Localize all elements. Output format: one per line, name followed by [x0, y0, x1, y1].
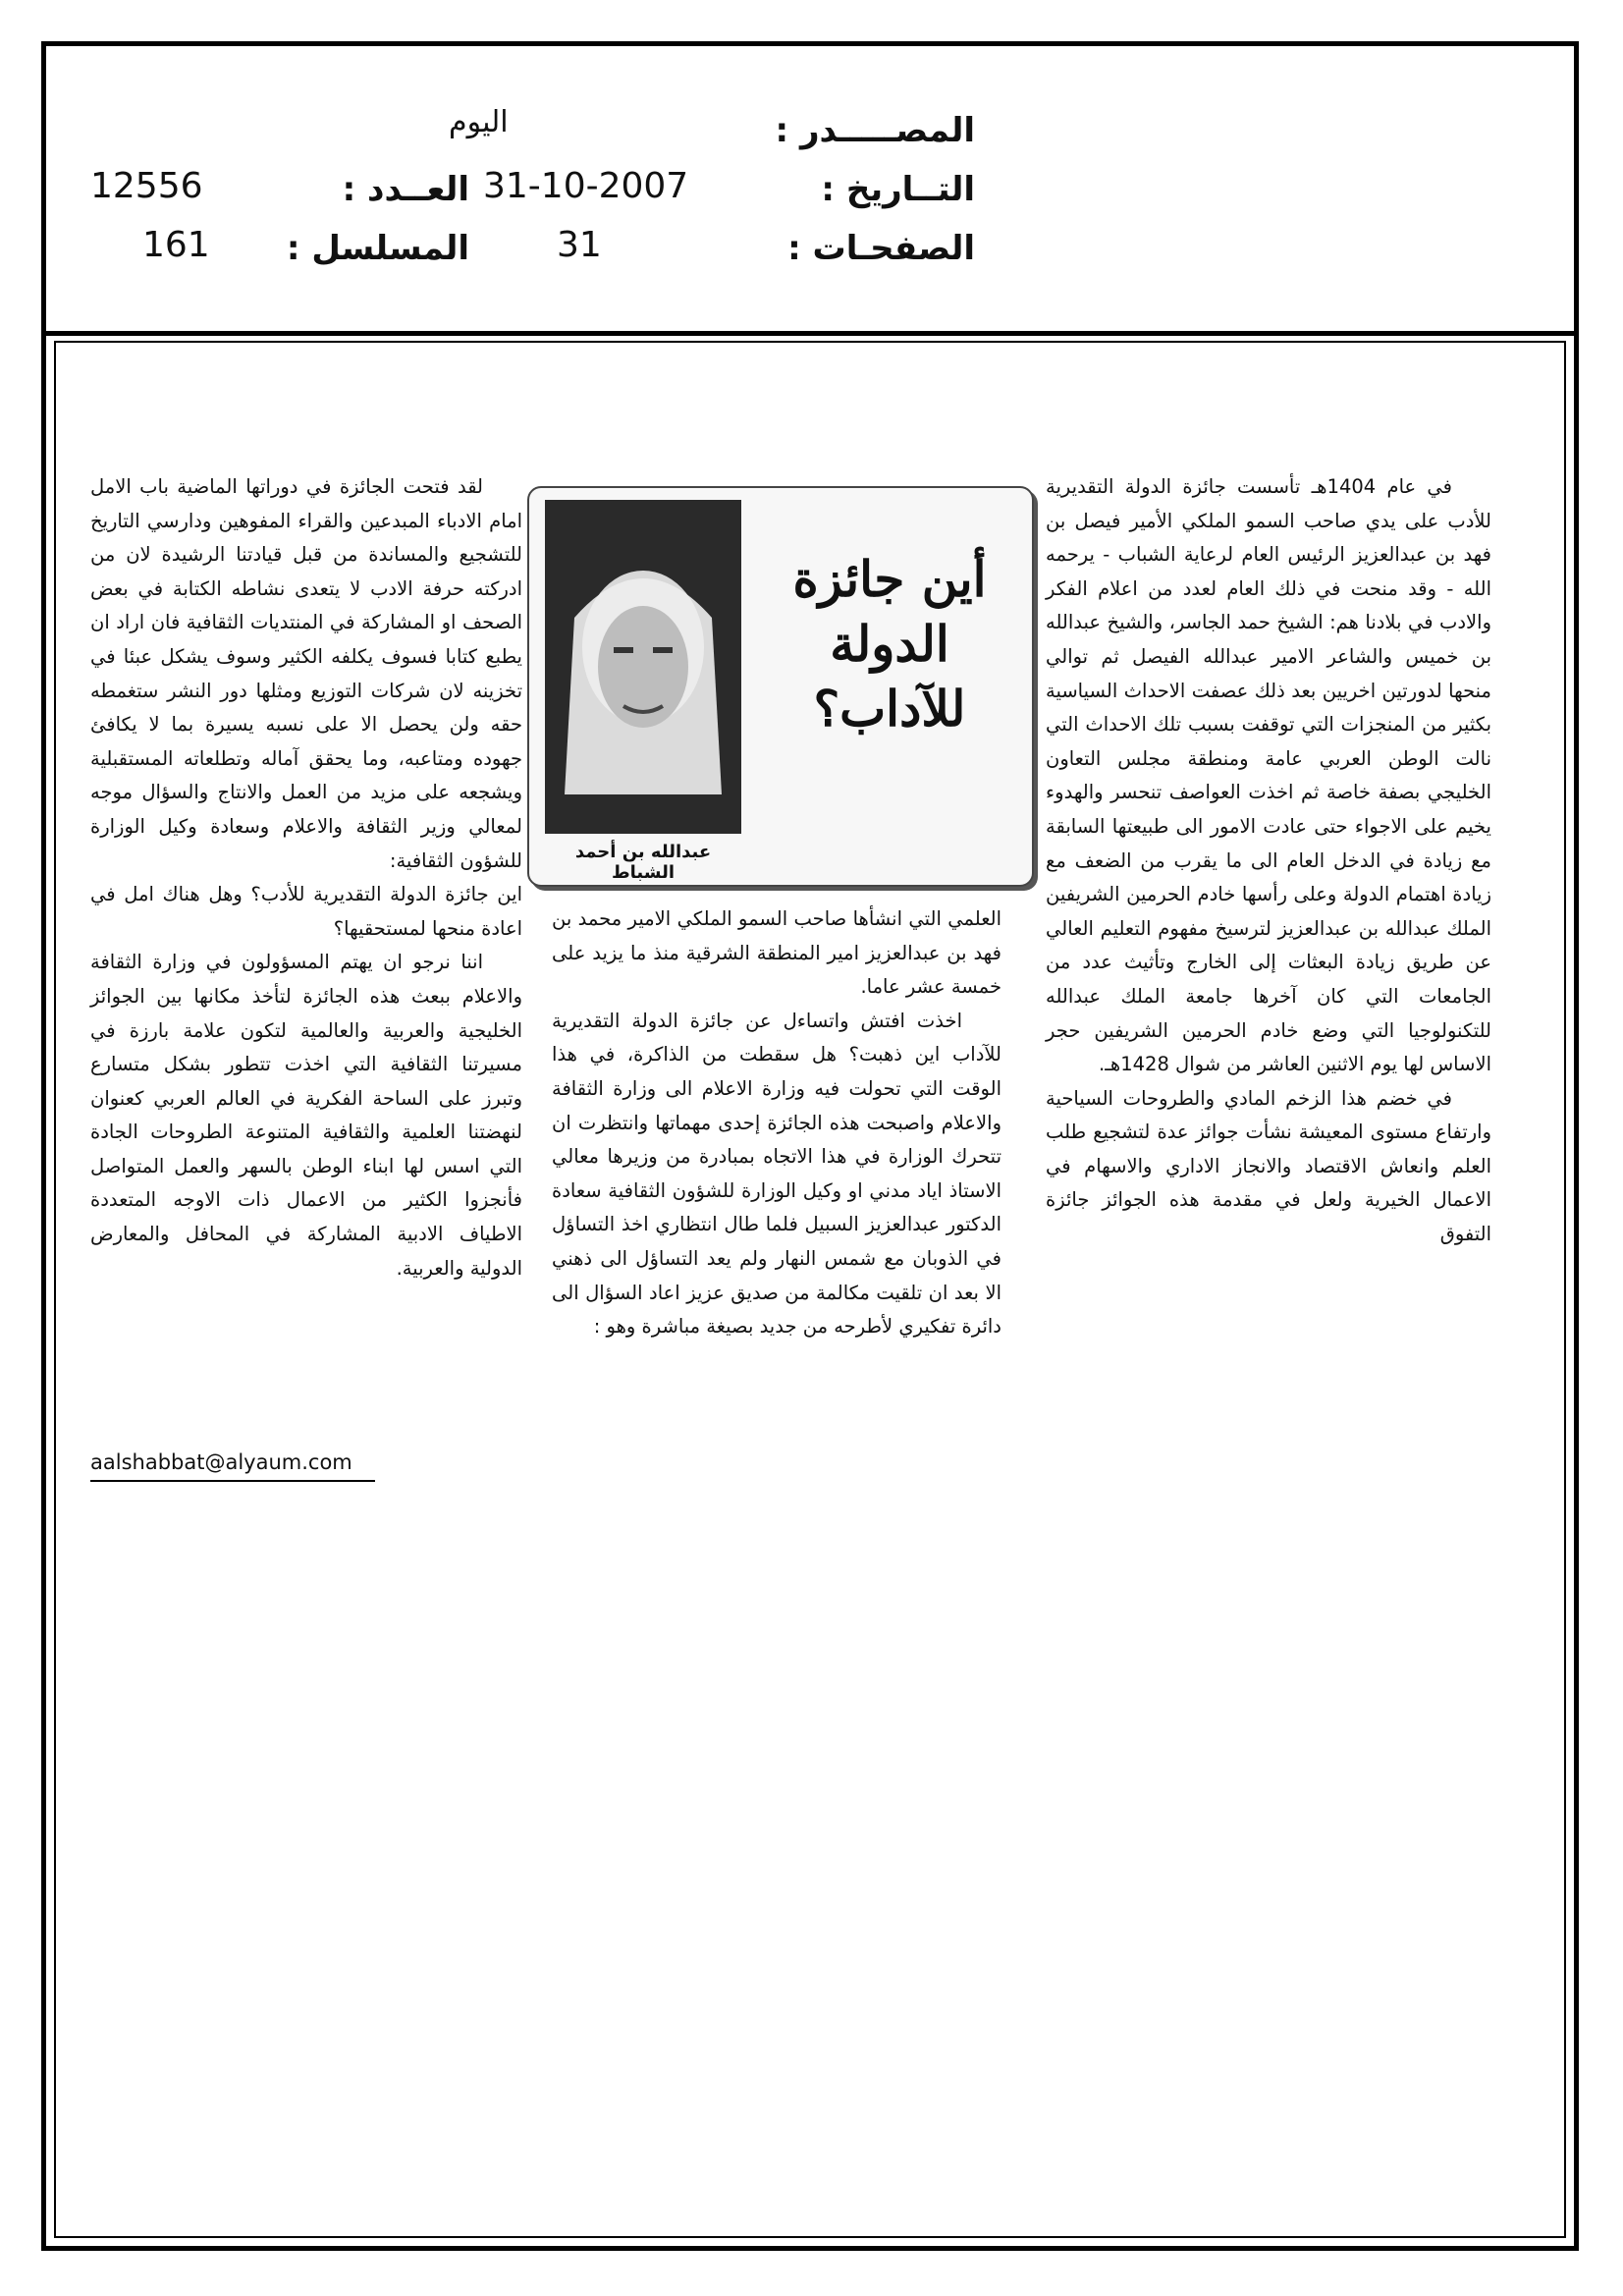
author-portrait: [545, 500, 741, 834]
source-value: اليوم: [449, 105, 509, 139]
page-frame: [41, 41, 1579, 2251]
headline-photo-box: [527, 486, 1034, 887]
source-label: المصـــــدر :: [775, 111, 975, 150]
pages-label: الصفحـات :: [787, 229, 975, 268]
article-column-middle: [552, 902, 1001, 1344]
date-label: التــاريخ :: [821, 170, 975, 209]
paragraph: العلمي التي انشأها صاحب السمو الملكي الامير محمد بن فهد بن عبدالعزيز امير المنطقة الشرقية منذ ما يزيد على خمسة عشر عاما.: [552, 907, 1001, 999]
serial-value: 161: [142, 225, 210, 265]
issue-value: 12556: [90, 166, 203, 206]
serial-label: المسلسل :: [286, 229, 469, 268]
paragraph: في خضم هذا الزخم المادي والطروحات السياحية وارتفاع مستوى المعيشة نشأت جوائز عدة لتشجيع طلب العلم وانعاش الاقتصاد والانجاز الاداري والاسهام في الاعمال الخيرية ولعل في مقدمة هذه الجوائز جائزة التفوق: [1046, 1086, 1491, 1246]
issue-label: العــدد :: [342, 170, 469, 209]
article-area: [54, 341, 1566, 2238]
portrait-image: [545, 500, 741, 834]
clipping-header: [46, 46, 1574, 336]
author-email: aalshabbat@alyaum.com: [90, 1450, 352, 1474]
article-column-right: [1046, 470, 1491, 1252]
paragraph: اين جائزة الدولة التقديرية للأدب؟ وهل هناك امل في اعادة منحها لمستحقيها؟: [90, 883, 522, 940]
paragraph: اننا نرجو ان يهتم المسؤولون في وزارة الثقافة والاعلام ببعث هذه الجائزة لتأخذ مكانها بين الجوائز الخليجية والعربية والعالمية لتكون علامة بارزة في مسيرتنا الثقافية التي اخذت تتطور بشكل متسارع وتبرز على الساحة الفكرية في العالم العربي كعنوان لنهضتنا العلمية والثقافية المتنوعة الطروحات الجادة التي اسس لها ابناء الوطن بالسهر والعمل المتواصل فأنجزوا الكثير من الاعمال ذات الاوجه المتعددة الاطياف الادبية المشاركة في المحافل والمعارض الدولية والعربية.: [90, 951, 522, 1280]
pages-value: 31: [557, 225, 602, 265]
date-value: 31-10-2007: [483, 166, 689, 206]
paragraph: اخذت افتش واتساءل عن جائزة الدولة التقديرية للآداب اين ذهبت؟ هل سقطت من الذاكرة، في هذا الوقت التي تحولت فيه وزارة الاعلام الى وزارة الثقافة والاعلام واصبحت هذه الجائزة إحدى مهماتها وانتظرت ان تتحرك الوزارة في هذا الاتجاه بمبادرة من وزيرها معالي الاستاذ اياد مدني او وكيل الوزارة للشؤون الثقافية سعادة الدكتور عبدالعزيز السبيل فلما طال انتظاري اخذ التساؤل في الذوبان مع شمس النهار ولم يعد التساؤل الى ذهني الا بعد ان تلقيت مكالمة من صديق عزيز اعاد السؤال الى دائرة تفكيري لأطرحه من جديد بصيغة مباشرة وهو :: [552, 1009, 1001, 1339]
paragraph: في عام 1404هـ تأسست جائزة الدولة التقديرية للأدب على يدي صاحب السمو الملكي الأمير فيصل بن فهد بن عبدالعزيز الرئيس العام لرعاية الشباب - يرحمه الله - وقد منحت في ذلك العام لعدد من اعلام الفكر والادب في بلادنا هم: الشيخ حمد الجاسر، والشيخ عبدالله بن خميس والشاعر الامير عبدالله الفيصل ثم توالي منحها لدورتين اخريين بعد ذلك عصفت الاحداث السياسية بكثير من المنجزات التي توقفت بسبب تلك الاحداث التي نالت الوطن العربي عامة ومنطقة مجلس التعاون الخليجي بصفة خاصة ثم اخذت العواصف تنحسر والهدوء يخيم على الاجواء حتى عادت الامور الى طبيعتها السابقة مع زيادة في الدخل العام الى ما يقرب من الضعف مع زيادة اهتمام الدولة وعلى رأسها خادم الحرمين الشريفين الملك عبدالله بن عبدالعزيز لترسيخ مفهوم التعليم العالي عن طريق زيادة البعثات إلى الخارج وتأثيث عدد من الجامعات التي كان آخرها جامعة الملك عبدالله للتكنولوجيا التي وضع خادم الحرمين الشريفين حجر الاساس لها يوم الاثنين العاشر من شوال 1428هـ.: [1046, 475, 1491, 1076]
article-headline: أين جائزة الدولة للآداب؟: [792, 550, 987, 738]
email-underline: [90, 1480, 375, 1482]
article-column-left: [90, 470, 522, 1285]
paragraph: لقد فتحت الجائزة في دوراتها الماضية باب الامل امام الادباء المبدعين والقراء المفوهين ودارسي التاريخ للتشجيع والمساندة من قبل قيادتنا الرشيدة لان من ادركته حرفة الادب لا يتعدى نشاطه الكتابة في بعض الصحف او المشاركة في المنتديات الثقافية فان اراد ان يطبع كتابا فسوف يكلفه الكثير وسوف يشكل عبئا في تخزينه لان شركات التوزيع ومثلها دور النشر ستغمطه حقه ولن يحصل الا على نسبه يسيرة بما لا يكافئ جهوده ومتاعبه، وما يحقق آماله وتطلعاته المستقبلية ويشجعه على مزيد من العمل والانتاج والسؤال موجه لمعالي وزير الثقافة والاعلام وسعادة وكيل الوزارة للشؤون الثقافية:: [90, 475, 522, 872]
author-caption: عبدالله بن أحمد الشباط: [574, 842, 712, 883]
